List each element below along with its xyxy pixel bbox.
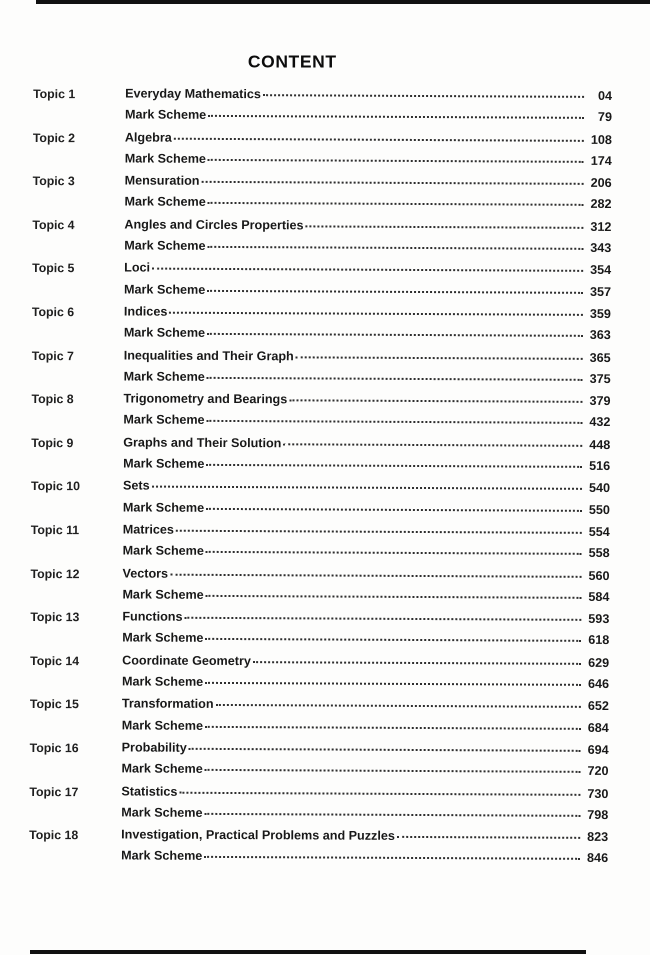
page-number: 593 [588,612,610,627]
dot-leader [152,268,583,272]
topic-entries [122,697,609,742]
page-number: 206 [590,176,612,191]
topic-entries [122,610,609,655]
mark-scheme-page-number: 343 [590,240,612,256]
mark-scheme-page-number: 375 [589,371,611,386]
entry-title: Mensuration [124,173,200,189]
toc-topic-row [31,478,610,524]
dot-leader [207,246,583,250]
dot-leader [216,704,581,708]
toc-topic-row [29,740,608,786]
entry-title: Everyday Mathematics [125,86,261,102]
toc-entry-markscheme [124,326,611,350]
mark-scheme-page-number: 363 [589,328,611,343]
toc-topic-row [30,609,609,655]
toc-topic-row [29,783,608,829]
toc-topic-row [30,653,609,699]
dot-leader [206,551,582,555]
dot-leader [263,94,584,98]
entry-title: Inequalities and Their Graph [123,348,294,363]
topic-entries [125,130,612,175]
entry-title: Sets [122,478,150,493]
mark-scheme-label: Mark Scheme [123,369,205,384]
toc-entry-title [121,828,608,852]
dot-leader [185,617,582,621]
toc-entry-markscheme [122,631,609,655]
mark-scheme-page-number: 846 [587,851,609,866]
toc-entry-title [124,261,611,285]
topic-label: Topic 11 [30,522,80,538]
dot-leader [174,137,584,141]
mark-scheme-label: Mark Scheme [123,456,205,471]
toc-topic-row [30,565,609,611]
dot-leader [189,748,581,752]
topic-entries [121,784,608,829]
mark-scheme-page-number: 618 [588,633,610,648]
page-number: 04 [598,88,613,103]
topic-label: Topic 16 [29,740,79,756]
toc-entry-markscheme [123,544,610,568]
entry-title: Trigonometry and Bearings [123,391,288,407]
mark-scheme-page-number: 720 [587,764,609,779]
entry-title: Indices [123,304,168,319]
toc-entry-title [123,392,610,416]
entry-title: Algebra [124,130,172,145]
toc-entry-title [121,784,608,808]
mark-scheme-label: Mark Scheme [123,325,206,341]
topic-entries [122,653,609,698]
topic-entries [125,86,612,131]
toc-entry-markscheme [121,762,608,786]
toc-entry-title [124,217,611,241]
topic-label: Topic 15 [29,697,79,712]
toc-entry-title [123,435,610,459]
toc-topic-row [32,348,611,394]
toc-topic-row [31,391,610,437]
mark-scheme-label: Mark Scheme [122,500,205,515]
dot-leader [176,530,582,534]
mark-scheme-label: Mark Scheme [121,761,203,777]
topic-label: Topic 1 [33,86,76,102]
dot-leader [206,508,582,512]
mark-scheme-page-number: 558 [588,546,610,561]
mark-scheme-label: Mark Scheme [122,587,204,602]
dot-leader [397,836,580,839]
toc-entry-title [123,522,610,546]
page-number: 554 [588,524,610,539]
mark-scheme-label: Mark Scheme [121,718,204,733]
toc-entry-title [122,697,609,721]
toc-topic-row [32,304,611,350]
dot-leader [253,661,581,665]
mark-scheme-page-number: 174 [590,153,612,168]
toc-entry-markscheme [123,456,610,480]
toc-topic-row [30,696,609,742]
mark-scheme-page-number: 79 [597,110,613,125]
dot-leader [207,377,583,381]
toc-entry-markscheme [122,587,609,611]
toc-entry-title [123,566,610,590]
scan-edge-top [36,0,650,4]
dot-leader [205,725,581,729]
mark-scheme-page-number: 684 [587,720,609,735]
topic-entries [122,566,609,611]
mark-scheme-page-number: 432 [589,415,611,430]
mark-scheme-label: Mark Scheme [124,194,206,210]
dot-leader [205,682,581,686]
page-number: 379 [589,394,611,409]
mark-scheme-label: Mark Scheme [122,543,204,559]
dot-leader [170,573,581,577]
dot-leader [205,813,581,817]
topic-label: Topic 10 [30,479,81,494]
dot-leader [205,638,581,642]
dot-leader [283,443,582,447]
entry-title: Coordinate Geometry [122,653,251,668]
toc-entry-markscheme [125,151,612,175]
topic-label: Topic 14 [30,653,80,668]
page-number: 730 [587,786,609,801]
page-number: 694 [587,742,609,757]
toc-entry-title [124,348,611,372]
dot-leader [201,181,583,185]
dot-leader [179,791,580,795]
topic-entries [124,304,611,349]
topic-label: Topic 13 [30,610,80,625]
topic-label: Topic 17 [29,784,79,799]
dot-leader [289,399,582,403]
topic-label: Topic 18 [29,828,79,843]
toc-entry-title [122,740,609,764]
topic-label: Topic 3 [32,174,75,189]
toc-entry-markscheme [121,805,608,829]
mark-scheme-label: Mark Scheme [124,107,207,123]
topic-label: Topic 6 [31,304,75,320]
toc-entry-title [125,130,612,154]
topic-entries [123,435,610,480]
toc-entry-markscheme [123,413,610,437]
toc-entry-title [123,479,610,503]
topic-entries [123,522,610,567]
dot-leader [205,769,581,773]
toc-entry-title [122,610,609,634]
toc-entry-markscheme [121,849,608,873]
page-number: 629 [588,655,610,670]
mark-scheme-label: Mark Scheme [123,412,205,428]
toc-entry-markscheme [124,195,611,219]
toc-topic-row [31,435,610,481]
dot-leader [204,856,580,860]
mark-scheme-page-number: 357 [590,284,612,299]
toc-topic-row [31,522,610,568]
topic-entries [121,740,608,785]
topic-label: Topic 4 [32,217,75,232]
topic-entries [124,174,611,219]
mark-scheme-label: Mark Scheme [121,805,203,820]
page-number: 365 [589,350,611,365]
toc-entry-markscheme [122,718,609,742]
mark-scheme-label: Mark Scheme [121,848,203,864]
entry-title: Statistics [121,783,178,799]
mark-scheme-page-number: 282 [590,197,612,212]
topic-label: Topic 12 [30,566,80,581]
dot-leader [207,420,583,424]
dot-leader [206,464,582,468]
mark-scheme-label: Mark Scheme [124,238,206,253]
entry-title: Investigation, Practical Problems and Puzzles [121,827,395,843]
page-number: 448 [589,437,611,452]
mark-scheme-page-number: 646 [587,676,610,692]
mark-scheme-page-number: 516 [589,458,611,474]
toc-entry-title [125,174,612,198]
toc-entry-title [122,653,609,677]
mark-scheme-page-number: 584 [588,589,610,604]
dot-leader [152,486,582,490]
table-of-contents [29,86,612,873]
toc-entry-title [125,86,612,110]
entry-title: Vectors [122,565,169,581]
topic-entries [124,348,611,393]
toc-entry-markscheme [124,282,611,306]
toc-topic-row [29,827,608,873]
toc-topic-row [32,173,611,219]
entry-title: Transformation [121,696,214,712]
page-title: CONTENT [247,51,337,72]
entry-title: Angles and Circles Properties [124,217,304,233]
mark-scheme-page-number: 550 [588,502,610,517]
topic-label: Topic 2 [32,130,76,145]
page-number: 354 [590,263,612,278]
topic-entries [124,261,611,306]
topic-entries [124,217,611,262]
toc-entry-markscheme [125,108,612,132]
dot-leader [169,312,583,316]
mark-scheme-page-number: 798 [587,807,609,822]
topic-label: Topic 5 [32,261,75,276]
mark-scheme-label: Mark Scheme [124,151,206,166]
page-number: 823 [587,829,609,845]
entry-title: Graphs and Their Solution [123,435,282,451]
toc-entry-markscheme [122,674,609,698]
entry-title: Loci [124,260,151,275]
entry-title: Probability [121,740,187,755]
toc-entry-markscheme [124,239,611,263]
toc-topic-row [33,130,612,176]
entry-title: Functions [122,609,183,624]
dot-leader [306,225,584,228]
dot-leader [208,159,584,163]
topic-entries [123,392,610,437]
dot-leader [206,595,582,599]
toc-entry-markscheme [123,500,610,524]
dot-leader [207,290,583,294]
page-number: 540 [588,481,611,496]
content-area [0,50,650,873]
scan-edge-bottom [30,950,586,954]
dot-leader [208,202,584,206]
dot-leader [207,333,583,337]
toc-entry-markscheme [124,369,611,393]
mark-scheme-label: Mark Scheme [121,674,204,689]
topic-entries [121,828,608,873]
topic-entries [123,479,610,524]
mark-scheme-label: Mark Scheme [122,630,204,646]
topic-label: Topic 9 [31,435,74,450]
page-number: 312 [590,219,612,234]
page-number: 652 [587,699,609,714]
toc-topic-row [32,217,611,263]
page-number: 560 [588,568,610,583]
toc-topic-row [33,86,612,132]
entry-title: Matrices [122,522,174,537]
page-number: 108 [590,132,612,147]
toc-topic-row [32,260,611,306]
dot-leader [208,115,584,119]
dot-leader [296,356,583,360]
topic-label: Topic 8 [31,392,74,407]
toc-entry-title [124,304,611,328]
topic-label: Topic 7 [31,348,74,363]
mark-scheme-label: Mark Scheme [124,282,206,297]
page-number: 359 [589,306,611,321]
